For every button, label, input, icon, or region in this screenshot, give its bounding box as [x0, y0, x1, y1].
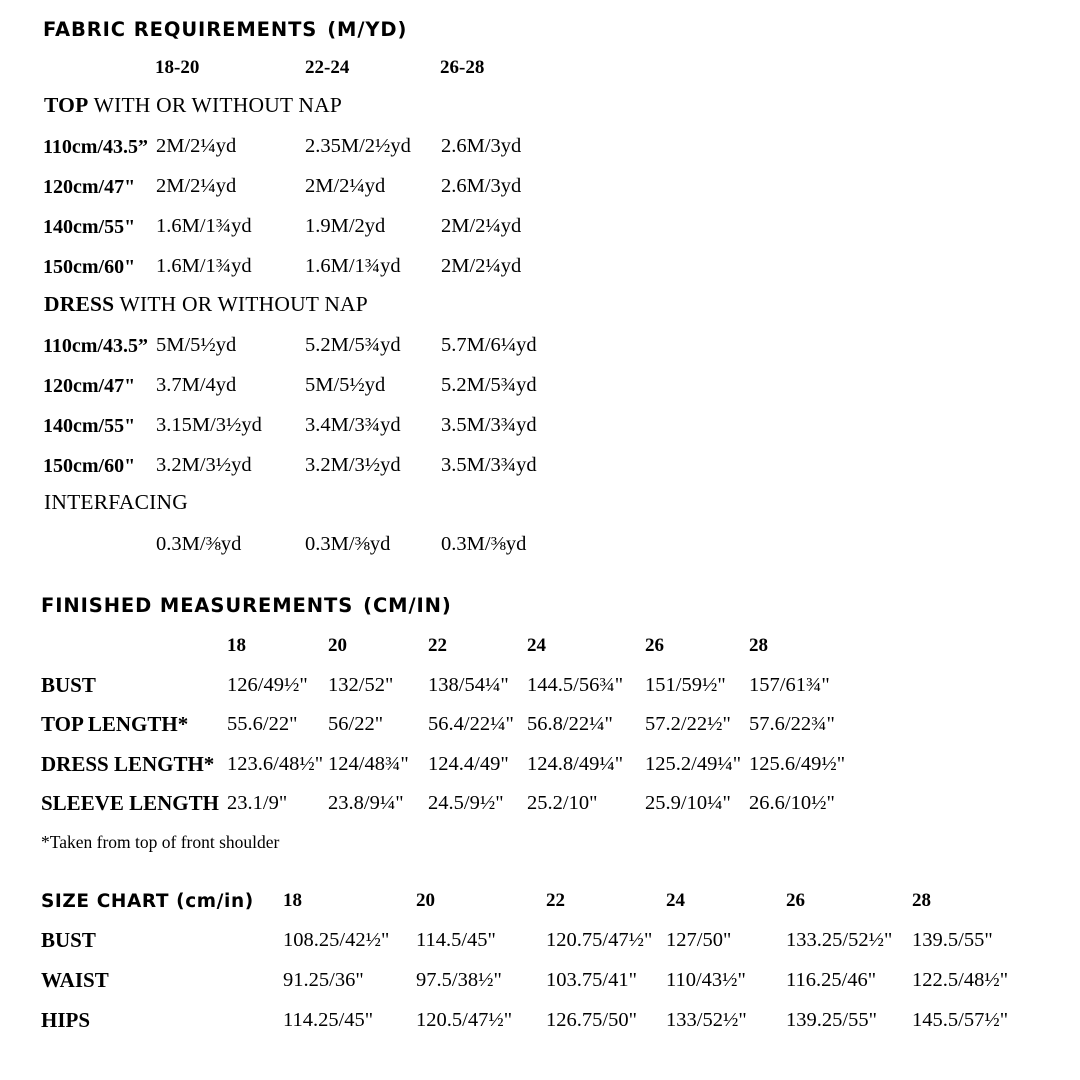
finished-row-2-value-5: 125.6/49½": [749, 753, 846, 775]
fabric-size-column-2: 26-28: [440, 57, 485, 78]
fabric-group-top-name: TOP: [44, 93, 89, 117]
finished-row-1-label: TOP LENGTH*: [41, 712, 189, 736]
finished-row-3-value-4: 25.9/10¼": [645, 792, 731, 814]
finished-row-0-value-1: 132/52": [328, 674, 394, 696]
size-chart-column-5: 28: [912, 890, 931, 911]
finished-row-1-value-3: 56.8/22¼": [527, 713, 613, 735]
fabric-interfacing-value-2: 0.3M/⅜yd: [441, 533, 527, 555]
finished-row-2-value-2: 124.4/49": [428, 753, 509, 775]
fabric-top-row-1-value-2: 2.6M/3yd: [441, 175, 522, 197]
fabric-interfacing-value-1: 0.3M/⅜yd: [305, 533, 391, 555]
fabric-dress-row-1-label: 120cm/47": [43, 375, 136, 397]
size-chart-heading: [41, 891, 254, 912]
size-chart-heading-main: SIZE CHART: [41, 891, 170, 912]
fabric-group-top-nap: WITH OR WITHOUT NAP: [88, 93, 343, 117]
fabric-interfacing-value-0: 0.3M/⅜yd: [156, 533, 242, 555]
fabric-group-top-title: [44, 95, 342, 117]
fabric-top-row-3-value-0: 1.6M/1¾yd: [156, 255, 252, 277]
finished-row-3-value-5: 26.6/10½": [749, 792, 835, 814]
size-chart-column-2: 22: [546, 890, 565, 911]
fabric-top-row-2-value-0: 1.6M/1¾yd: [156, 215, 252, 237]
finished-heading-unit: (CM/IN): [363, 594, 452, 617]
fabric-dress-row-2-value-0: 3.15M/3½yd: [156, 414, 262, 436]
fabric-dress-row-0-value-2: 5.7M/6¼yd: [441, 334, 537, 356]
size-chart-row-2-value-4: 139.25/55": [786, 1009, 877, 1031]
fabric-top-row-3-label: 150cm/60": [43, 256, 136, 278]
fabric-dress-row-3-value-0: 3.2M/3½yd: [156, 454, 252, 476]
size-chart-row-2-value-3: 133/52½": [666, 1009, 747, 1031]
size-chart-row-1-label: WAIST: [41, 968, 109, 992]
size-chart-column-3: 24: [666, 890, 685, 911]
finished-row-2-value-1: 124/48¾": [328, 753, 409, 775]
fabric-dress-row-1-value-0: 3.7M/4yd: [156, 374, 237, 396]
finished-row-3-value-1: 23.8/9¼": [328, 792, 404, 814]
fabric-top-row-2-value-1: 1.9M/2yd: [305, 215, 386, 237]
finished-measurements-heading: [41, 594, 452, 617]
size-chart-row-0-value-5: 139.5/55": [912, 929, 993, 951]
size-chart-row-1-value-0: 91.25/36": [283, 969, 364, 991]
size-chart-row-2-value-5: 145.5/57½": [912, 1009, 1009, 1031]
finished-row-3-label: SLEEVE LENGTH: [41, 791, 219, 815]
fabric-dress-row-0-value-1: 5.2M/5¾yd: [305, 334, 401, 356]
finished-row-1-value-4: 57.2/22½": [645, 713, 731, 735]
finished-row-2-value-4: 125.2/49¼": [645, 753, 742, 775]
size-chart-row-2-label: HIPS: [41, 1008, 91, 1032]
finished-row-3-value-0: 23.1/9": [227, 792, 288, 814]
size-chart-column-0: 18: [283, 890, 302, 911]
finished-row-0-value-3: 144.5/56¾": [527, 674, 624, 696]
fabric-top-row-2-value-2: 2M/2¼yd: [441, 215, 522, 237]
size-chart-row-2-value-0: 114.25/45": [283, 1009, 374, 1031]
finished-row-3-value-3: 25.2/10": [527, 792, 598, 814]
fabric-dress-row-1-value-2: 5.2M/5¾yd: [441, 374, 537, 396]
fabric-heading-main: FABRIC REQUIREMENTS: [43, 18, 318, 41]
fabric-dress-row-0-value-0: 5M/5½yd: [156, 334, 237, 356]
size-chart-row-0-value-4: 133.25/52½": [786, 929, 893, 951]
fabric-dress-row-0-label: 110cm/43.5”: [43, 335, 148, 357]
finished-size-column-4: 26: [645, 635, 664, 656]
fabric-top-row-0-value-1: 2.35M/2½yd: [305, 135, 411, 157]
fabric-dress-row-2-value-1: 3.4M/3¾yd: [305, 414, 401, 436]
fabric-dress-row-2-value-2: 3.5M/3¾yd: [441, 414, 537, 436]
fabric-group-dress-nap: WITH OR WITHOUT NAP: [114, 292, 368, 316]
finished-row-1-value-1: 56/22": [328, 713, 384, 735]
finished-heading-main: FINISHED MEASUREMENTS: [41, 594, 354, 617]
finished-row-1-value-2: 56.4/22¼": [428, 713, 514, 735]
fabric-size-column-1: 22-24: [305, 57, 350, 78]
size-chart-row-0-value-3: 127/50": [666, 929, 732, 951]
size-chart-row-0-label: BUST: [41, 928, 96, 952]
finished-row-0-value-0: 126/49½": [227, 674, 308, 696]
finished-size-column-3: 24: [527, 635, 546, 656]
fabric-top-row-1-value-0: 2M/2¼yd: [156, 175, 237, 197]
fabric-dress-row-1-value-1: 5M/5½yd: [305, 374, 386, 396]
finished-size-column-5: 28: [749, 635, 768, 656]
size-chart-column-1: 20: [416, 890, 435, 911]
finished-row-2-value-3: 124.8/49¼": [527, 753, 624, 775]
fabric-dress-row-2-label: 140cm/55": [43, 415, 136, 437]
fabric-group-dress-name: DRESS: [44, 292, 115, 316]
size-chart-row-1-value-1: 97.5/38½": [416, 969, 502, 991]
fabric-dress-row-3-value-1: 3.2M/3½yd: [305, 454, 401, 476]
fabric-interfacing-label: INTERFACING: [44, 490, 188, 514]
size-chart-row-1-value-5: 122.5/48½": [912, 969, 1009, 991]
fabric-dress-row-3-value-2: 3.5M/3¾yd: [441, 454, 537, 476]
fabric-top-row-3-value-1: 1.6M/1¾yd: [305, 255, 401, 277]
finished-row-0-value-4: 151/59½": [645, 674, 726, 696]
finished-row-3-value-2: 24.5/9½": [428, 792, 504, 814]
fabric-size-column-0: 18-20: [155, 57, 200, 78]
finished-measurements-footnote: *Taken from top of front shoulder: [41, 832, 280, 852]
fabric-requirements-heading: [43, 18, 407, 41]
finished-size-column-1: 20: [328, 635, 347, 656]
fabric-top-row-2-label: 140cm/55": [43, 216, 136, 238]
size-chart-row-1-value-2: 103.75/41": [546, 969, 637, 991]
finished-size-column-2: 22: [428, 635, 447, 656]
size-chart-column-4: 26: [786, 890, 805, 911]
size-chart-row-0-value-0: 108.25/42½": [283, 929, 390, 951]
fabric-heading-unit: (M/YD): [327, 18, 408, 41]
finished-row-2-label: DRESS LENGTH*: [41, 752, 215, 776]
finished-size-column-0: 18: [227, 635, 246, 656]
finished-row-0-value-2: 138/54¼": [428, 674, 509, 696]
fabric-top-row-0-label: 110cm/43.5”: [43, 136, 148, 158]
finished-row-1-value-0: 55.6/22": [227, 713, 298, 735]
size-chart-row-1-value-4: 116.25/46": [786, 969, 877, 991]
fabric-top-row-0-value-0: 2M/2¼yd: [156, 135, 237, 157]
fabric-dress-row-3-label: 150cm/60": [43, 455, 136, 477]
size-chart-row-0-value-1: 114.5/45": [416, 929, 496, 951]
fabric-top-row-0-value-2: 2.6M/3yd: [441, 135, 522, 157]
size-chart-row-2-value-1: 120.5/47½": [416, 1009, 513, 1031]
size-chart-row-0-value-2: 120.75/47½": [546, 929, 653, 951]
finished-row-2-value-0: 123.6/48½": [227, 753, 324, 775]
size-chart-heading-unit: (cm/in): [176, 891, 254, 912]
fabric-top-row-1-label: 120cm/47": [43, 176, 136, 198]
finished-row-0-value-5: 157/61¾": [749, 674, 830, 696]
fabric-group-dress-title: [44, 294, 368, 316]
size-chart-row-2-value-2: 126.75/50": [546, 1009, 637, 1031]
fabric-interfacing-title: [44, 492, 188, 514]
finished-row-1-value-5: 57.6/22¾": [749, 713, 835, 735]
fabric-top-row-3-value-2: 2M/2¼yd: [441, 255, 522, 277]
fabric-top-row-1-value-1: 2M/2¼yd: [305, 175, 386, 197]
size-chart-row-1-value-3: 110/43½": [666, 969, 746, 991]
finished-row-0-label: BUST: [41, 673, 96, 697]
